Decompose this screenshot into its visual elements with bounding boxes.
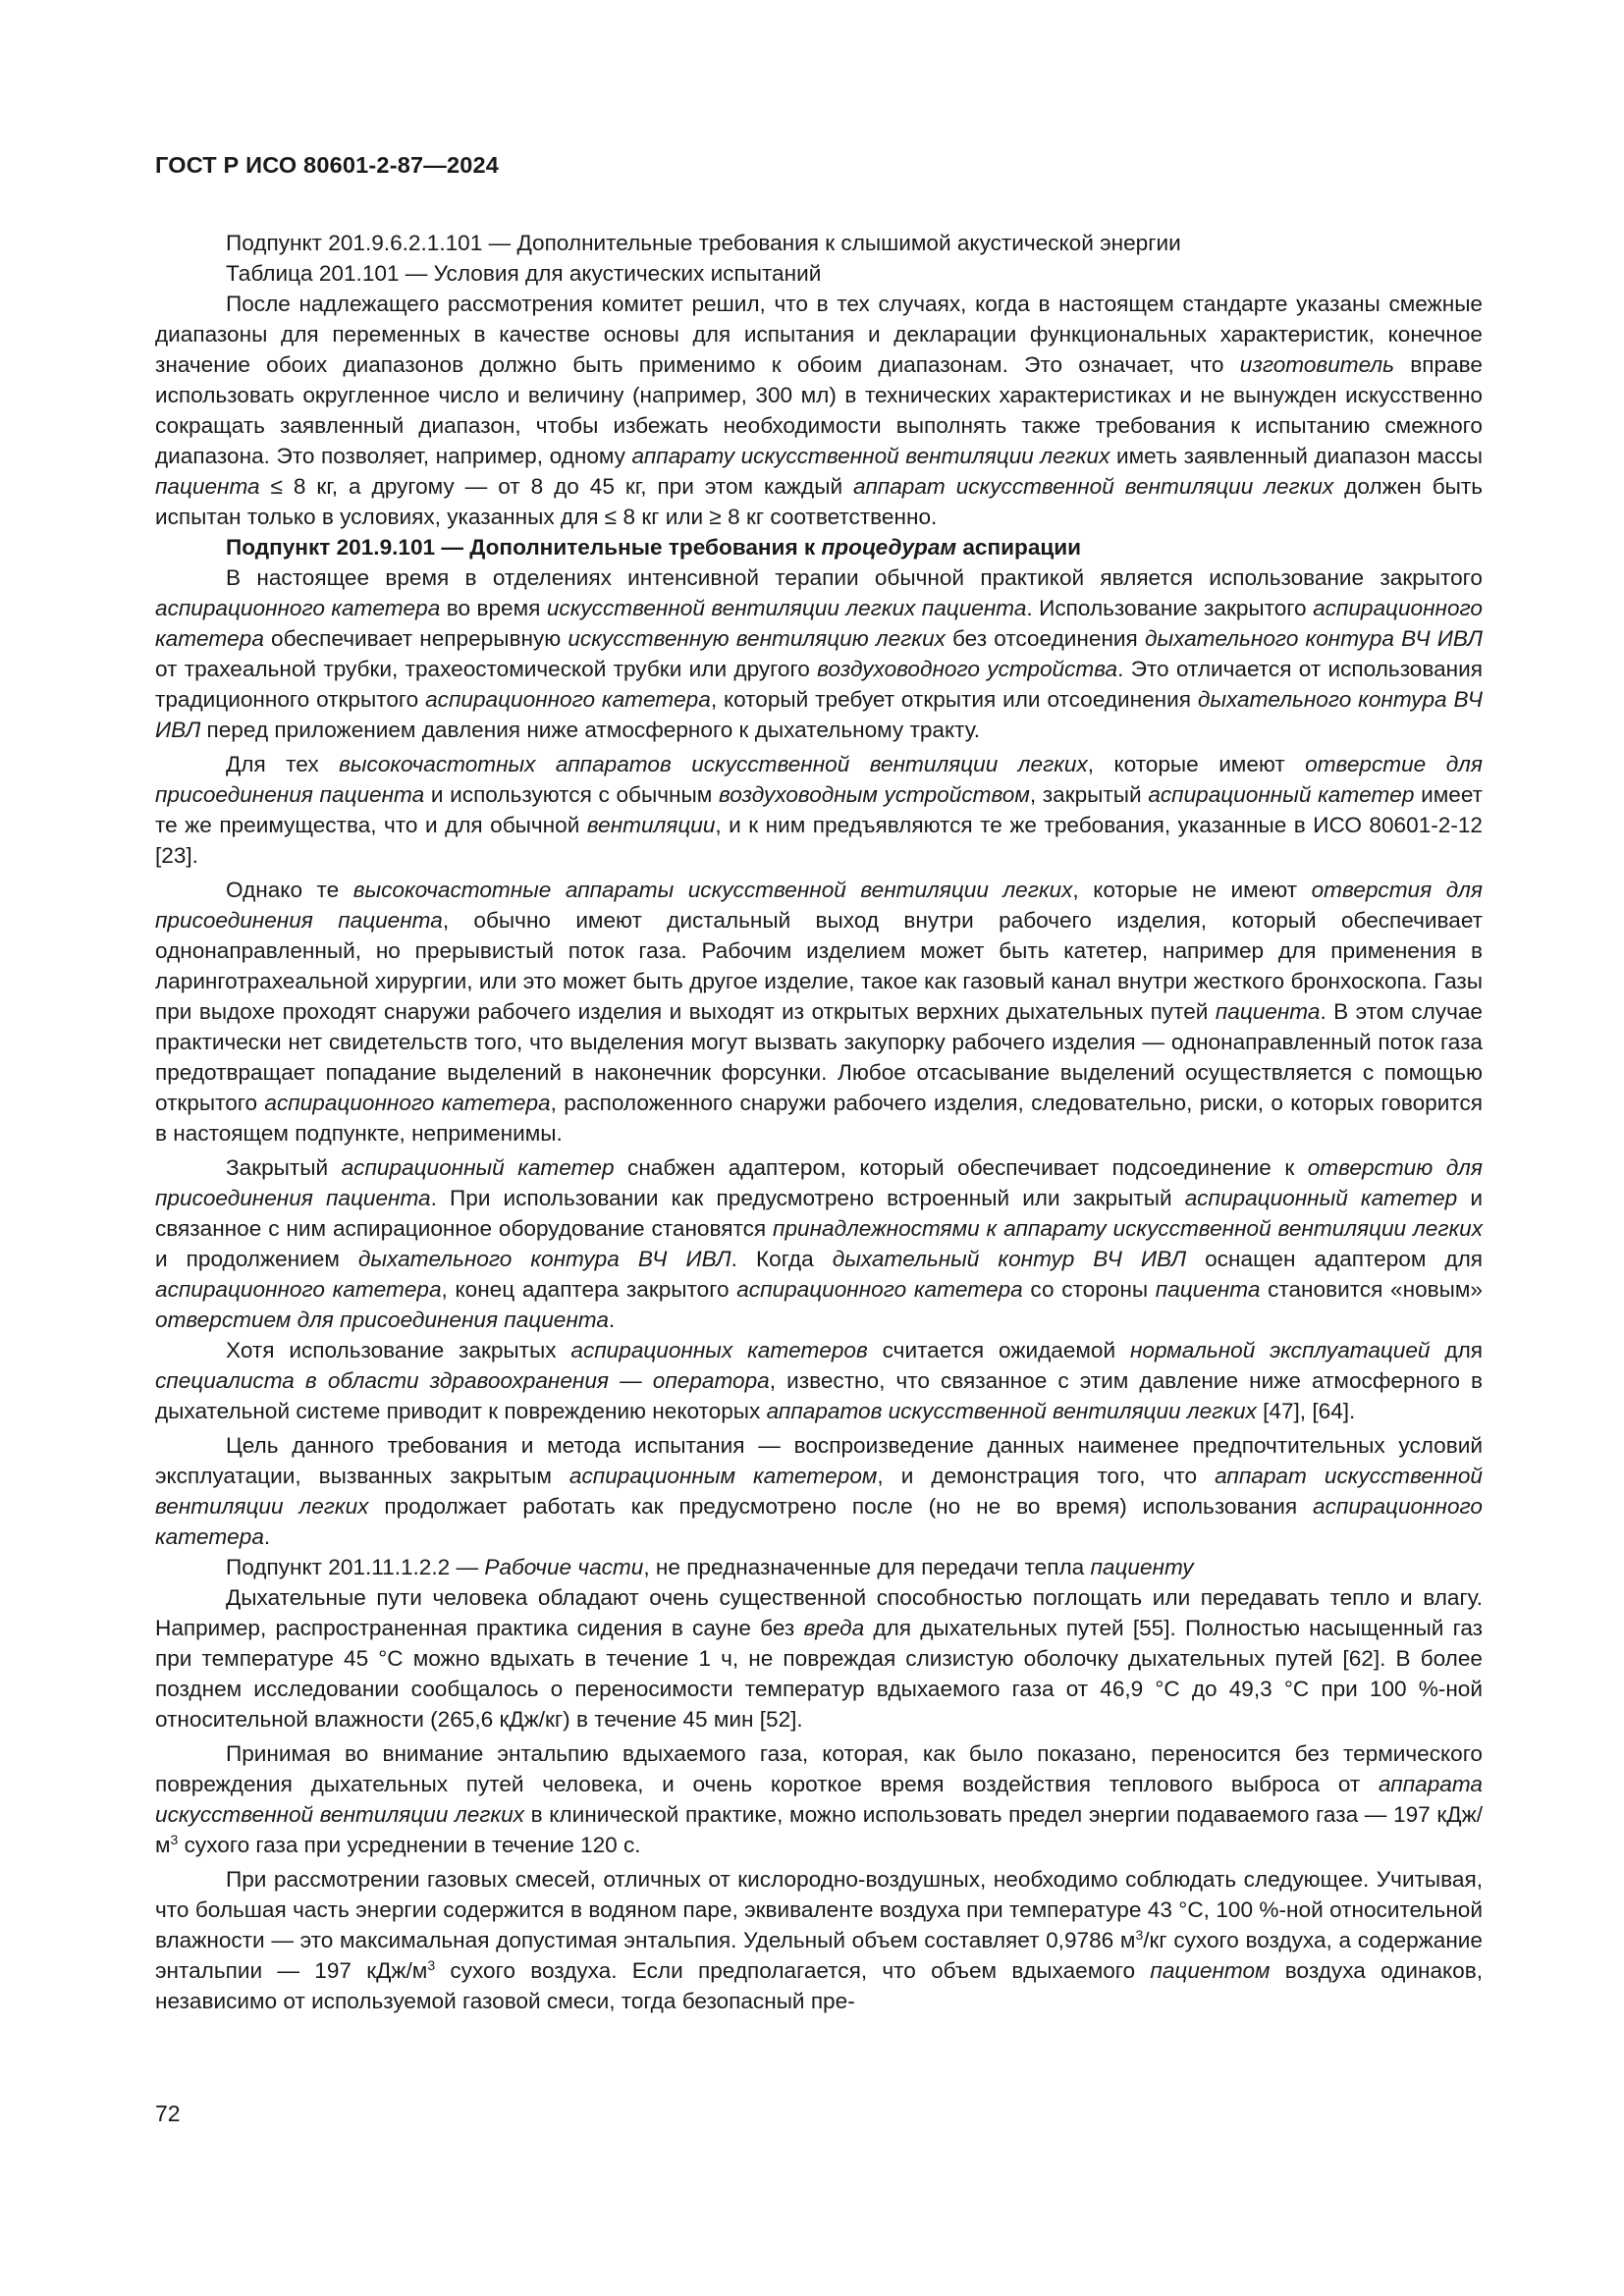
text-run: . При использовании как предусмотрено встроенный или закрытый: [430, 1186, 1185, 1210]
text-run: аспирации: [956, 535, 1082, 560]
page-number: 72: [155, 2101, 181, 2126]
italic-term: аппарата искусственной вентиляции легких: [155, 1772, 1483, 1827]
text-run: иметь заявленный диапазон массы: [1110, 444, 1483, 468]
text-run: , который требует открытия или отсоединения: [710, 687, 1198, 712]
text-run: Подпункт 201.9.101 — Дополнительные требования к: [226, 535, 822, 560]
italic-term: пациента: [1155, 1277, 1261, 1302]
italic-term: изготовитель: [1239, 352, 1395, 377]
text-run: , конец адаптера закрытого: [441, 1277, 737, 1302]
text-run: , которые имеют: [1087, 752, 1306, 776]
italic-term: аппарат искусственной вентиляции легких: [155, 1464, 1483, 1519]
text-run: Однако те: [226, 878, 353, 902]
italic-term: вентиляции: [586, 813, 716, 837]
text-run: , обычно имеют дистальный выход внутри рабочего изделия, который обеспечивает однонаправленный, но прерывистый поток газа. Рабочим изделием может быть катетер, например для применения в ларинготрахеальной хирургии, или это может быть другое изделие, такое как газовый канал внутри жесткого бронхоскопа. Газы при выдохе проходят снаружи рабочего изделия и выходят из открытых верхних дыхательных путей: [155, 908, 1483, 1024]
italic-term: отверстия для присоединения пациента: [155, 878, 1483, 933]
text-run: , которые не имеют: [1072, 878, 1312, 902]
paragraph-p4: [155, 532, 1483, 562]
italic-term: отверстие для присоединения пациента: [155, 752, 1483, 807]
text-run: , не предназначенные для передачи тепла: [643, 1555, 1091, 1579]
text-run: [47], [64].: [1256, 1399, 1356, 1423]
text-run: во время: [440, 596, 547, 620]
text-run: . Использование закрытого: [1026, 596, 1314, 620]
italic-term: аспирационного катетера: [425, 687, 711, 712]
italic-term: Рабочие части: [484, 1555, 644, 1579]
italic-term: вреда: [803, 1616, 865, 1640]
text-run: . В этом случае практически нет свидетельств того, что выделения могут вызвать закупорку рабочего изделия — однонаправленный поток газа предотвращает попадание выделений в наконечник форсунки. Любое отсасывание выделений осуществляется с помощью открытого: [155, 999, 1483, 1115]
italic-term: дыхательного контура ВЧ ИВЛ: [357, 1247, 731, 1271]
text-run: Принимая во внимание энтальпию вдыхаемого газа, которая, как было показано, переносится без термического повреждения дыхательных путей человека, и очень короткое время воздействия теплового выброса от: [155, 1741, 1483, 1796]
text-run: обеспечивает непрерывную: [263, 626, 568, 651]
italic-term: пациенту: [1090, 1555, 1194, 1579]
text-run: , закрытый: [1029, 782, 1149, 807]
text-run: без отсоединения: [945, 626, 1145, 651]
text-run: снабжен адаптером, который обеспечивает подсоединение к: [614, 1155, 1308, 1180]
paragraph-p14: [155, 1864, 1483, 2016]
text-run: Цель данного требования и метода испытания — воспроизведение данных наименее предпочтительных условий эксплуатации, вызванных закрытым: [155, 1433, 1483, 1488]
italic-term: воздуховодного устройства: [817, 657, 1118, 681]
italic-term: отверстием для присоединения пациента: [155, 1308, 609, 1332]
italic-term: искусственную вентиляцию легких: [568, 626, 946, 651]
text-run: . Это отличается от использования традиционного открытого: [155, 657, 1484, 712]
text-run: вправе использовать округленное число и величину (например, 300 мл) в технических характеристиках и не вынужден искусственно сокращать заявленный диапазон, чтобы избежать необходимости выполнять также требования к испытанию смежного диапазона. Это позволяет, например, одному: [155, 352, 1483, 468]
text-run: продолжает работать как предусмотрено после (но не во время) использования: [368, 1494, 1314, 1519]
paragraph-p12: [155, 1582, 1483, 1735]
text-run: должен быть испытан только в условиях, указанных для ≤ 8 кг или ≥ 8 кг соответственно.: [155, 474, 1484, 529]
italic-term: процедурам: [821, 535, 957, 560]
paragraph-p5: [155, 562, 1483, 745]
text-run: При рассмотрении газовых смесей, отличных от кислородно-воздушных, необходимо соблюдать следующее. Учитывая, что большая часть энергии содержится в водяном паре, эквиваленте воздуха при температуре 43 °С, 100 %-ной относительной влажности — это максимальная допустимая энтальпия. Удельный объем составляет 0,9786 м: [155, 1867, 1483, 1952]
italic-term: пациента: [155, 474, 260, 499]
text-run: для: [1430, 1338, 1483, 1362]
italic-term: аспирационным катетером: [568, 1464, 878, 1488]
italic-term: дыхательного контура ВЧ ИВЛ: [1144, 626, 1483, 651]
text-run: ≤ 8 кг, а другому — от 8 до 45 кг, при этом каждый: [259, 474, 854, 499]
text-run: сухого воздуха. Если предполагается, что объем вдыхаемого: [435, 1958, 1151, 1983]
paragraph-p2: [155, 258, 1483, 289]
text-run: имеет те же преимущества, что и для обычной: [155, 782, 1483, 837]
text-run: перед приложением давления ниже атмосферного к дыхательному тракту.: [200, 718, 981, 742]
text-run: для дыхательных путей [55]. Полностью насыщенный газ при температуре 45 °С можно вдыхать в течение 1 ч, не повреждая слизистую оболочку дыхательных путей [62]. В более позднем исследовании сообщалось о переносимости температур вдыхаемого газа от 46,9 °С до 49,3 °С при 100 %-ной относительной влажности (265,6 кДж/кг) в течение 45 мин [52].: [155, 1616, 1483, 1732]
italic-term: аспирационного катетера: [264, 1091, 551, 1115]
italic-term: аспирационный катетер: [1148, 782, 1415, 807]
paragraph-p9: [155, 1335, 1483, 1426]
text-run: , известно, что связанное с этим давление ниже атмосферного в дыхательной системе приводит к повреждению некоторых: [155, 1368, 1484, 1423]
italic-term: аспирационных катетеров: [570, 1338, 868, 1362]
text-run: от трахеальной трубки, трахеостомической трубки или другого: [155, 657, 818, 681]
text-run: , и к ним предъявляются те же требования, указанные в ИСО 80601-2-12 [23].: [155, 813, 1483, 868]
superscript: 3: [1135, 1927, 1144, 1943]
text-run: Хотя использование закрытых: [226, 1338, 571, 1362]
paragraph-p13: [155, 1738, 1483, 1860]
paragraph-p6: [155, 749, 1483, 871]
italic-term: дыхательный контур ВЧ ИВЛ: [832, 1247, 1187, 1271]
text-run: Дыхательные пути человека обладают очень существенной способностью поглощать или передавать тепло и влагу. Например, распространенная практика сидения в сауне без: [155, 1585, 1483, 1640]
document-header: ГОСТ Р ИСО 80601-2-87—2024: [155, 152, 500, 178]
text-run: Подпункт 201.11.1.2.2 —: [226, 1555, 485, 1579]
italic-term: искусственной вентиляции легких пациента: [546, 596, 1027, 620]
paragraph-p11: [155, 1552, 1483, 1582]
text-run: воздуха одинаков, независимо от используемой газовой смеси, тогда безопасный пре-: [155, 1958, 1483, 2013]
text-run: Закрытый: [226, 1155, 342, 1180]
italic-term: специалиста в области здравоохранения — оператора: [155, 1368, 770, 1393]
superscript: 3: [427, 1957, 436, 1973]
paragraph-p7: [155, 875, 1483, 1148]
text-run: , расположенного снаружи рабочего изделия, следовательно, риски, о которых говорится в настоящем подпункте, неприменимы.: [155, 1091, 1483, 1146]
text-run: Подпункт 201.9.6.2.1.101 — Дополнительные требования к слышимой акустической энергии: [226, 231, 1181, 255]
italic-term: дыхательного контура ВЧ ИВЛ: [155, 687, 1484, 742]
paragraph-p1: [155, 228, 1483, 258]
text-run: /кг сухого воздуха, а содержание энтальпии — 197 кДж/м: [155, 1928, 1483, 1983]
text-run: оснащен адаптером для: [1186, 1247, 1484, 1271]
italic-term: воздуховодным устройством: [718, 782, 1030, 807]
text-run: Таблица 201.101 — Условия для акустических испытаний: [226, 261, 822, 286]
italic-term: аспирационный катетер: [341, 1155, 615, 1180]
text-run: сухого газа при усреднении в течение 120 с.: [178, 1833, 641, 1857]
italic-term: аспирационного катетера: [155, 596, 1483, 651]
text-run: и связанное с ним аспирационное оборудование становятся: [155, 1186, 1483, 1241]
italic-term: аспирационного катетера: [155, 1277, 442, 1302]
italic-term: высокочастотные аппараты искусственной вентиляции легких: [352, 878, 1073, 902]
superscript: 3: [170, 1832, 179, 1847]
italic-term: аспирационного катетера: [155, 1494, 1483, 1549]
italic-term: аппарату искусственной вентиляции легких: [631, 444, 1110, 468]
italic-term: высокочастотных аппаратов искусственной вентиляции легких: [339, 752, 1088, 776]
italic-term: аспирационного катетера: [736, 1277, 1023, 1302]
document-body: [155, 228, 1483, 2016]
paragraph-p8: [155, 1152, 1483, 1335]
text-run: После надлежащего рассмотрения комитет решил, что в тех случаях, когда в настоящем стандарте указаны смежные диапазоны для переменных в качестве основы для испытания и декларации функциональных характеристик, конечное значение обоих диапазонов должно быть применимо к обоим диапазонам. Это означает, что: [155, 292, 1483, 377]
text-run: Для тех: [226, 752, 340, 776]
text-run: считается ожидаемой: [867, 1338, 1130, 1362]
italic-term: нормальной эксплуатацией: [1129, 1338, 1431, 1362]
italic-term: принадлежностями к аппарату искусственной вентиляции легких: [773, 1216, 1483, 1241]
text-run: .: [608, 1308, 616, 1332]
text-run: .: [263, 1524, 271, 1549]
italic-term: аппарат искусственной вентиляции легких: [853, 474, 1334, 499]
text-run: , и демонстрация того, что: [877, 1464, 1216, 1488]
italic-term: пациентом: [1150, 1958, 1271, 1983]
paragraph-p3: [155, 289, 1483, 532]
text-run: и используются с обычным: [424, 782, 719, 807]
italic-term: отверстию для присоединения пациента: [155, 1155, 1483, 1210]
italic-term: аппаратов искусственной вентиляции легких: [766, 1399, 1257, 1423]
italic-term: аспирационный катетер: [1184, 1186, 1458, 1210]
text-run: и продолжением: [155, 1247, 358, 1271]
italic-term: аспирационного катетера: [155, 596, 441, 620]
italic-term: пациента: [1215, 999, 1321, 1024]
text-run: становится «новым»: [1260, 1277, 1483, 1302]
text-run: со стороны: [1022, 1277, 1156, 1302]
text-run: в клинической практике, можно использовать предел энергии подаваемого газа — 197 кДж/м: [155, 1802, 1483, 1857]
text-run: В настоящее время в отделениях интенсивной терапии обычной практикой является использование закрытого: [226, 565, 1483, 590]
text-run: . Когда: [731, 1247, 833, 1271]
paragraph-p10: [155, 1430, 1483, 1552]
